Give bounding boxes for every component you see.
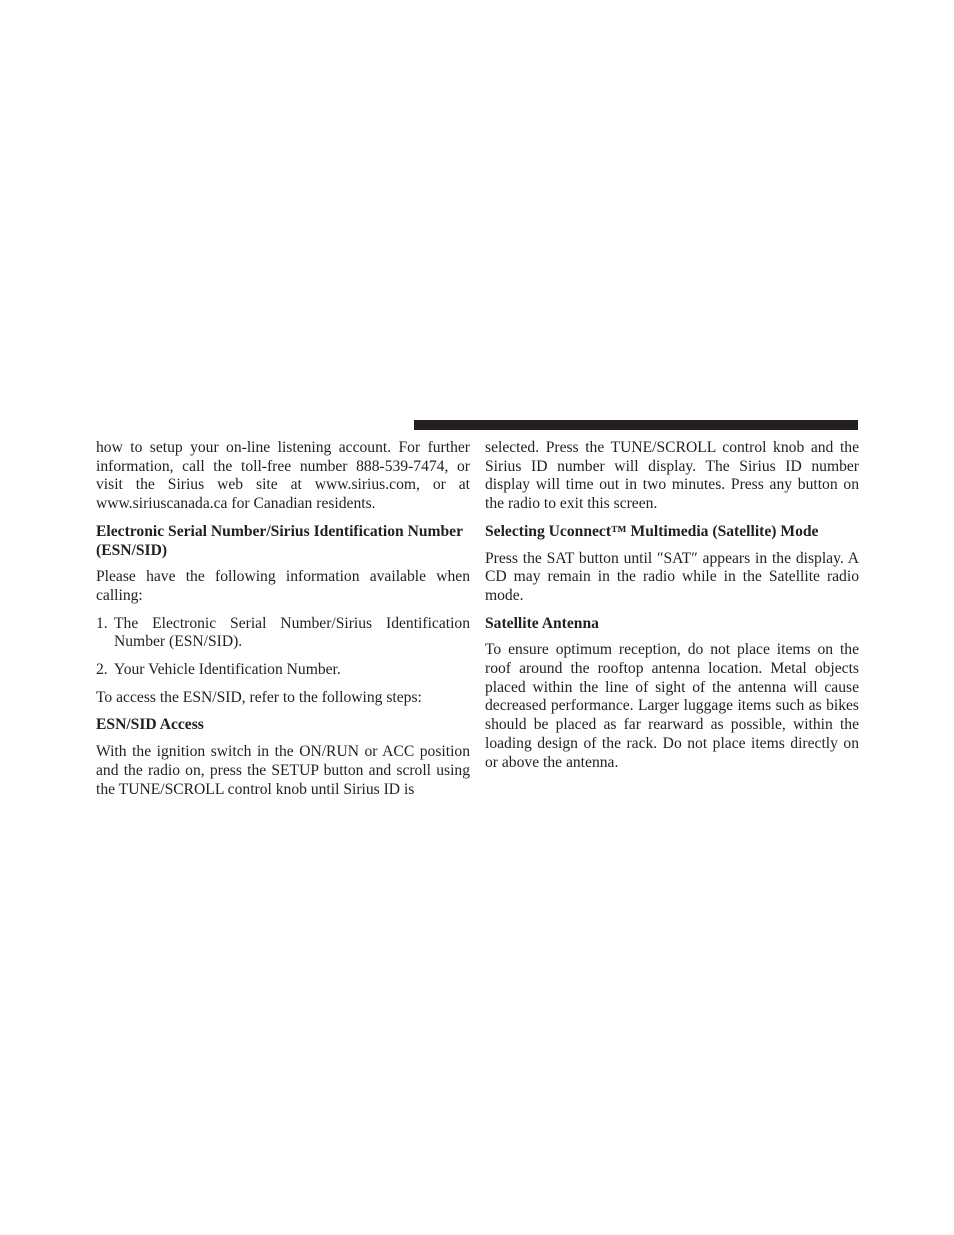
esn-list <box>96 615 470 680</box>
antenna-heading: Satellite Antenna <box>485 614 599 632</box>
access-paragraph: With the ignition switch in the ON/RUN or ACC position and the radio on, press the SETUP button and scroll using the TUNE/SCROLL control knob until Sirius ID is <box>96 743 470 798</box>
mode-paragraph: Press the SAT button until ″SAT″ appears in the display. A CD may remain in the radio while in the Satellite radio mode. <box>485 549 859 604</box>
list-text: The Electronic Serial Number/Sirius Identification Number (ESN/SID). <box>114 614 470 651</box>
list-item <box>96 661 470 680</box>
continued-paragraph: selected. Press the TUNE/SCROLL control knob and the Sirius ID number will display. The Sirius ID number display will time out in two minutes. Press any button on the radio to exit this screen. <box>485 439 859 513</box>
list-number: 2. <box>96 661 108 679</box>
access-heading: ESN/SID Access <box>96 716 204 734</box>
mode-heading: Selecting Uconnect™ Multimedia (Satellite) Mode <box>485 522 819 540</box>
intro-paragraph: how to setup your on-line listening account. For further information, call the toll-free number 888-539-7474, or visit the Sirius web site at www.sirius.com, or at www.siriuscanada.ca for Canadian residents. <box>96 439 470 513</box>
esn-paragraph: Please have the following information available when calling: <box>96 568 470 604</box>
esn-heading: Electronic Serial Number/Sirius Identification Number (ESN/SID) <box>96 522 463 559</box>
list-item <box>96 615 470 652</box>
header-rule <box>414 420 858 430</box>
right-column <box>485 439 859 781</box>
left-column <box>96 439 470 808</box>
access-intro-paragraph: To access the ESN/SID, refer to the following steps: <box>96 688 422 706</box>
list-text: Your Vehicle Identification Number. <box>114 661 341 679</box>
list-number: 1. <box>96 614 108 632</box>
antenna-paragraph: To ensure optimum reception, do not place items on the roof around the rooftop antenna location. Metal objects placed within the line of sight of the antenna will cause decreased performance. Larger luggage items such as bikes should be placed as far rearward as possible, within the loading design of the rack. Do not place items directly on or above the antenna. <box>485 641 859 771</box>
